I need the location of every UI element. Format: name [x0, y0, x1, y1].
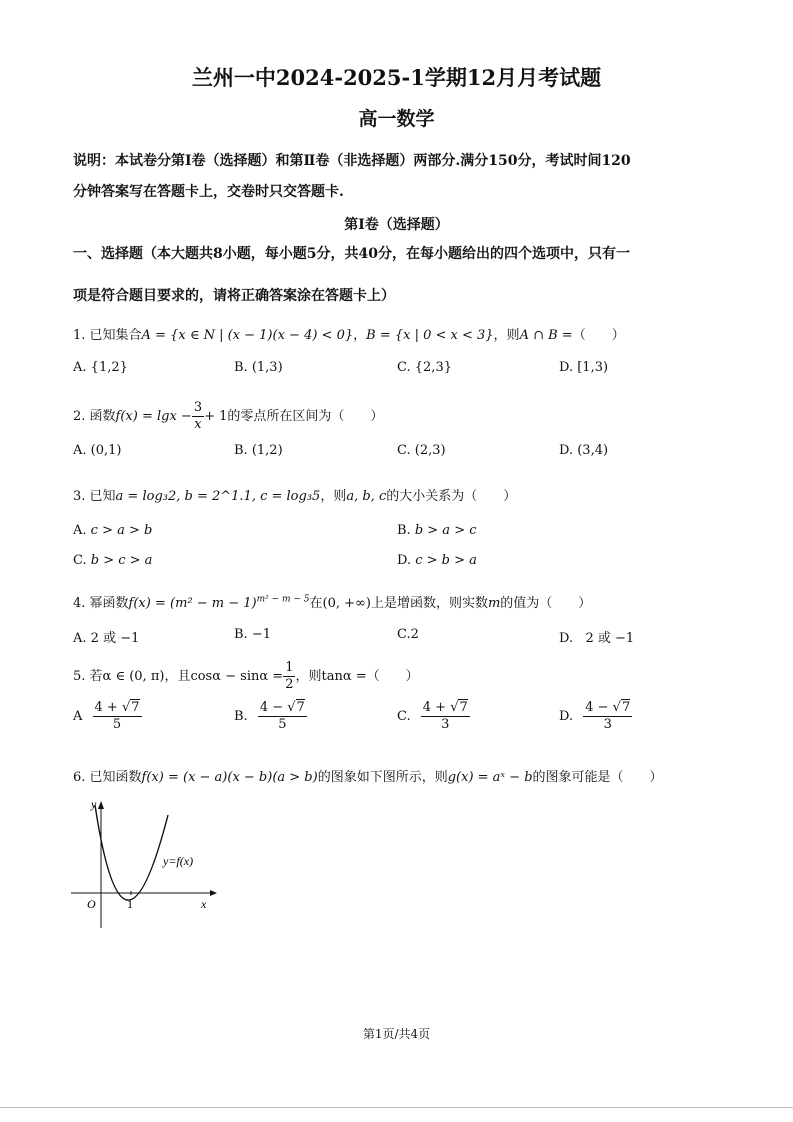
fraction-denominator: 3 — [441, 717, 450, 732]
fraction-denominator: 3 — [603, 717, 612, 732]
section-heading-line-1: 一、选择题（本大题共8小题，每小题5分，共40分，在每小题给出的四个选项中，只有一 — [73, 246, 630, 262]
option-value: b > c > a — [90, 553, 153, 568]
q2-option-b — [234, 443, 283, 458]
question-text: 在 — [309, 596, 323, 611]
question-number-text: 1. 已知集合 — [73, 328, 142, 343]
option-label: C. — [397, 627, 411, 642]
question-1 — [73, 324, 625, 343]
question-text-mid: 上是增函数，则实数 — [370, 596, 488, 611]
option-label: D. — [559, 443, 574, 458]
question-text: 的零点所在区间为（ ） — [227, 409, 384, 424]
numerator-term: 4 − — [259, 700, 284, 715]
option-fraction: $\frac{4 + √7}{5}$ — [94, 700, 140, 732]
question-2 — [73, 400, 383, 433]
question-3 — [73, 485, 516, 504]
q5-option-b — [234, 700, 307, 733]
q1-option-b — [234, 360, 283, 375]
option-value: 2 或 −1 — [90, 631, 140, 646]
option-label: B. — [234, 443, 248, 458]
option-label: C. — [397, 443, 411, 458]
q3-option-b — [397, 523, 477, 538]
question-text: ，则 — [320, 489, 347, 504]
option-fraction: $\frac{4 - √7}{5}$ — [259, 700, 305, 732]
instructions-line-1: 说明：本试卷分第Ⅰ卷（选择题）和第Ⅱ卷（非选择题）两部分.满分150分，考试时间120 — [73, 153, 631, 169]
numerator-term: 4 − — [585, 700, 609, 715]
q4-option-a — [73, 627, 139, 646]
fraction-denominator: 2 — [285, 677, 294, 692]
question-number-text: 4. 幂函数 — [73, 596, 129, 611]
option-value: c > b > a — [415, 553, 477, 568]
option-value: (1,3) — [251, 360, 283, 375]
function-graph — [65, 795, 225, 935]
option-label: C. — [397, 709, 411, 724]
option-value: {1,2} — [90, 360, 128, 375]
numerator-term: 4 + — [94, 700, 118, 715]
question-number-text: 6. 已知函数 — [73, 770, 142, 785]
option-label: D. — [559, 709, 574, 724]
variables: a, b, c — [346, 489, 387, 504]
set-a-expression: A = {x ∈ N | (x − 1)(x − 4) < 0} — [141, 328, 354, 343]
option-label: A. — [73, 523, 87, 538]
radicand: 7 — [296, 700, 305, 715]
option-value: −1 — [251, 627, 271, 642]
question-text-tail: 的值为（ ） — [500, 596, 592, 611]
target-expression: tanα = — [321, 669, 367, 684]
option-label: C. — [73, 553, 87, 568]
g-function-expression: g(x) = aˣ − b — [447, 770, 533, 785]
option-value: [1,3) — [577, 360, 609, 375]
radicand: 7 — [459, 700, 468, 715]
fraction-denominator: 5 — [112, 717, 122, 732]
page-number: 第1页/共4页 — [362, 1027, 431, 1041]
question-6 — [73, 766, 663, 785]
question-text: 的图象如下图所示，则 — [317, 770, 448, 785]
q1-option-a — [73, 360, 128, 375]
intersection-expression: A ∩ B = — [519, 328, 573, 343]
x-axis-arrow — [210, 890, 217, 896]
option-fraction: $\frac{4 - √7}{3}$ — [585, 700, 631, 732]
part-heading: 第Ⅰ卷（选择题） — [344, 217, 449, 233]
option-value: b > a > c — [414, 523, 477, 538]
option-label: A. — [73, 443, 87, 458]
separator: ， — [353, 328, 367, 343]
answer-blank: （ ） — [366, 669, 419, 684]
q3-option-d — [397, 553, 477, 568]
question-text-tail: 的大小关系为（ ） — [386, 489, 517, 504]
q5-option-c — [397, 700, 470, 733]
origin-label: O — [87, 897, 96, 911]
section-heading-line-2: 项是符合题目要求的，请将正确答案涂在答题卡上） — [73, 288, 395, 304]
interval: (0, +∞) — [322, 596, 371, 611]
radicand: 7 — [621, 700, 631, 715]
function-expression: f(x) = (m² − m − 1) — [128, 596, 257, 611]
option-label: A. — [73, 631, 87, 646]
option-value: (1,2) — [251, 443, 283, 458]
question-4 — [73, 592, 591, 611]
question-5 — [73, 660, 419, 693]
q3-option-c — [73, 553, 152, 568]
y-axis-arrow — [98, 801, 104, 809]
option-value: (2,3) — [414, 443, 446, 458]
option-value: {2,3} — [414, 360, 452, 375]
page-bottom-rule — [0, 1107, 793, 1108]
x-axis-label: x — [201, 897, 207, 911]
option-label: B. — [397, 523, 411, 538]
condition-expression: α ∈ (0, π) — [102, 669, 165, 684]
radicand: 7 — [131, 700, 140, 715]
q4-option-b — [234, 627, 271, 642]
option-label: A. — [73, 360, 87, 375]
question-text: ，则 — [493, 328, 520, 343]
option-label: A — [73, 709, 83, 724]
option-value: 2 或 −1 — [585, 631, 635, 646]
variable: m — [487, 596, 501, 611]
option-value: 2 — [410, 627, 419, 642]
subject-title: 高一数学 — [358, 108, 435, 130]
option-label: B. — [234, 360, 248, 375]
exponent: m² − m − 5 — [256, 594, 310, 605]
option-value: c > a > b — [90, 523, 153, 538]
q2-option-d — [559, 443, 608, 458]
fraction — [192, 400, 204, 433]
q1-option-d — [559, 360, 608, 375]
option-fraction: $\frac{4 + √7}{3}$ — [422, 700, 468, 732]
question-number-text: 2. 函数 — [73, 409, 116, 424]
fraction-denominator: 5 — [278, 717, 287, 732]
q2-option-a — [73, 443, 122, 458]
function-expression-tail: + 1 — [204, 409, 228, 424]
option-label: D. — [559, 360, 574, 375]
question-text-tail: 的图象可能是（ ） — [532, 770, 663, 785]
q2-option-c — [397, 443, 446, 458]
option-label: D. — [397, 553, 412, 568]
set-b-expression: B = {x | 0 < x < 3} — [366, 328, 494, 343]
equation-expression: cosα − sinα = — [190, 669, 284, 684]
option-label: B. — [234, 709, 248, 724]
numerator-term: 4 + — [422, 700, 447, 715]
q1-option-c — [397, 360, 452, 375]
function-expression: f(x) = lgx − — [115, 409, 192, 424]
fraction-numerator: 1 — [285, 660, 294, 675]
fraction — [283, 660, 295, 693]
definitions-expression: a = log₃2, b = 2^1.1, c = log₃5 — [115, 489, 321, 504]
option-label: C. — [397, 360, 411, 375]
fraction-numerator: 3 — [193, 400, 203, 415]
instructions-line-2: 分钟答案写在答题卡上，交卷时只交答题卡. — [73, 184, 344, 200]
option-label: B. — [234, 627, 248, 642]
q5-option-a — [73, 700, 142, 733]
option-label: D. — [559, 631, 574, 646]
q3-option-a — [73, 523, 152, 538]
option-value: (0,1) — [90, 443, 122, 458]
question-text: ，且 — [164, 669, 191, 684]
question-number-text: 3. 已知 — [73, 489, 116, 504]
parabola-curve — [95, 805, 168, 900]
question-text-mid: ，则 — [295, 669, 322, 684]
q4-option-c — [397, 627, 419, 642]
curve-label: y=f(x) — [163, 854, 194, 868]
q4-option-d — [559, 627, 634, 646]
q5-option-d — [559, 700, 632, 733]
answer-blank: （ ） — [572, 328, 625, 343]
question-number-text: 5. 若 — [73, 669, 103, 684]
function-expression: f(x) = (x − a)(x − b)(a > b) — [141, 770, 318, 785]
fraction-denominator: x — [194, 417, 202, 432]
option-value: (3,4) — [577, 443, 609, 458]
y-axis-label: y — [91, 797, 97, 811]
tick-label: 1 — [127, 897, 133, 911]
page-title: 兰州一中2024-2025-1学期12月月考试题 — [191, 65, 602, 90]
